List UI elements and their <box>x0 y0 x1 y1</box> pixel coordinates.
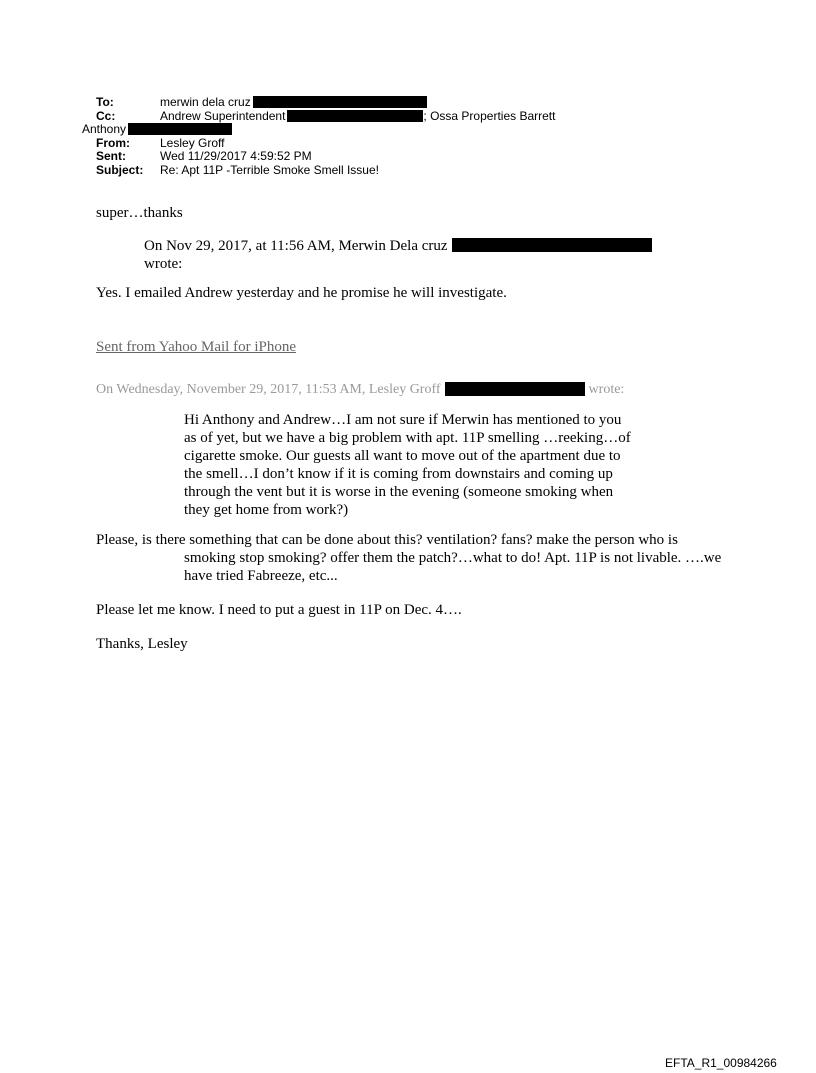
redaction-bar <box>287 110 423 122</box>
email-body <box>96 204 722 653</box>
quote-wrote: wrote: <box>144 256 183 272</box>
to-row <box>96 96 716 110</box>
to-value: merwin dela cruz <box>160 95 251 109</box>
redaction-bar <box>128 123 232 135</box>
cc-row-wrap <box>82 122 716 137</box>
sent-row <box>96 150 716 164</box>
document-id: EFTA_R1_00984266 <box>665 1056 777 1070</box>
sent-value: Wed 11/29/2017 4:59:52 PM <box>160 149 312 163</box>
subject-label: Subject: <box>96 162 144 177</box>
quoted-header-merwin <box>144 237 716 273</box>
merwin-reply: Yes. I emailed Andrew yesterday and he promise he will investigate. <box>96 285 507 301</box>
lesley-paragraph-2: Please, is there something that can be done about this? ventilation? fans? make the person who is smoking stop smoking? offer them the patch?…what to do! Apt. 11P is not livable. ….we have tried Fabreeze, etc... <box>96 532 722 584</box>
from-value: Lesley Groff <box>160 135 225 150</box>
sent-label: Sent: <box>96 149 126 163</box>
cc-value-continued: ; Ossa Properties Barrett <box>423 108 556 123</box>
quote2-intro: On Wednesday, November 29, 2017, 11:53 AM, Lesley Groff <box>96 382 441 397</box>
redaction-bar <box>452 238 652 252</box>
lesley-paragraph-1: Hi Anthony and Andrew…I am not sure if Merwin has mentioned to you as of yet, but we have a big problem with apt. 11P smelling …reeking…of cigarette smoke. Our guests all want to move out of the apartment due to the smell…I don’t know if it is coming from downstairs and coming up through the vent but it is worse in the evening (someone smoking when they get home from work?) <box>184 412 631 518</box>
cc-value: Andrew Superintendent <box>160 108 286 123</box>
email-header <box>82 95 716 177</box>
redaction-bar <box>253 96 427 108</box>
cc-label: Cc: <box>96 108 116 123</box>
subject-row <box>96 164 716 178</box>
from-row <box>96 137 716 151</box>
cc-row <box>96 110 716 124</box>
reply-text: super…thanks <box>96 205 183 221</box>
lesley-paragraph-3: Please let me know. I need to put a guest in 11P on Dec. 4…. <box>96 602 462 618</box>
to-label: To: <box>96 95 114 109</box>
quoted-header-lesley <box>96 381 716 399</box>
from-label: From: <box>96 135 130 150</box>
cc-value-wrap: Anthony <box>82 122 127 136</box>
redaction-bar <box>445 382 585 396</box>
quote-intro: On Nov 29, 2017, at 11:56 AM, Merwin Dela cruz <box>144 238 448 254</box>
yahoo-signature-link[interactable]: Sent from Yahoo Mail for iPhone <box>96 339 296 355</box>
subject-value: Re: Apt 11P -Terrible Smoke Smell Issue! <box>160 162 379 177</box>
quote2-wrote: wrote: <box>588 382 625 397</box>
lesley-signoff: Thanks, Lesley <box>96 636 188 652</box>
